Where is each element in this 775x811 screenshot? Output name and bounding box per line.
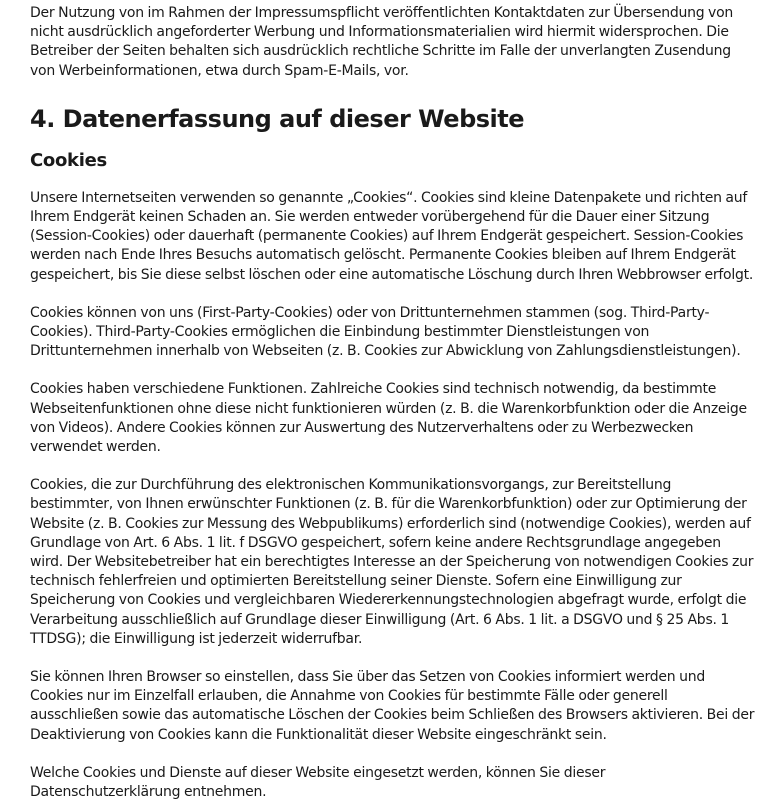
spacer bbox=[30, 457, 755, 476]
cookies-paragraph-legal-basis: Cookies, die zur Durchführung des elektronischen Kommunikationsvorgangs, zur Bereitstellung bestimmter, von Ihnen erwünschter Funktionen (z. B. für die Warenkorbfunktion) oder zur Optimierung der Website (z. B. Cookies zur Messung des Webpublikums) erforderlich sind (notwendige Cookies), werden auf Grundlage von Art. 6 Abs. 1 lit. f DSGVO gespeichert, sofern keine andere Rechtsgrundlage angegeben wird. Der Websitebetreiber hat ein berechtigtes Interesse an der Speicherung von notwendigen Cookies zur technisch fehlerfreien und optimierten Bereitstellung seiner Dienste. Sofern eine Einwilligung zur Speicherung von Cookies und vergleichbaren Wiedererkennungstechnologien abgefragt wurde, erfolgt die Verarbeitung ausschließlich auf Grundlage dieser Einwilligung (Art. 6 Abs. 1 lit. a DSGVO und § 25 Abs. 1 TTDSG); die Einwilligung ist jederzeit widerrufbar. bbox=[30, 477, 754, 647]
spacer bbox=[30, 173, 755, 189]
spacer bbox=[30, 81, 755, 103]
cookies-paragraph-definition: Unsere Internetseiten verwenden so genannte „Cookies“. Cookies sind kleine Datenpakete und richten auf Ihrem Endgerät keinen Schaden an. Sie werden entweder vorübergehend für die Dauer einer Sitzung (Session-Cookies) oder dauerhaft (permanente Cookies) auf Ihrem Endgerät gespeichert. Session-Cookies werden nach Ende Ihres Besuchs automatisch gelöscht. Permanente Cookies bleiben auf Ihrem Endgerät gespeichert, bis Sie diese selbst löschen oder eine automatische Löschung durch Ihren Webbrowser erfolgt. bbox=[30, 189, 754, 283]
intro-paragraph: Der Nutzung von im Rahmen der Impressumspflicht veröffentlichten Kontaktdaten zur Übersendung von nicht ausdrücklich angeforderter Werbung und Informationsmaterialien wird hiermit widersprochen. Die Betreiber der Seiten behalten sich ausdrücklich rechtliche Schritte im Falle der unverlangten Zusendung von Werbeinformationen, etwa durch Spam-E-Mails, vor. bbox=[30, 5, 734, 79]
cookies-paragraph-functions: Cookies haben verschiedene Funktionen. Zahlreiche Cookies sind technisch notwendig, da bestimmte Webseitenfunktionen ohne diese nicht funktionieren würden (z. B. die Warenkorbfunktion oder die Anzeige von Videos). Andere Cookies können zur Auswertung des Nutzerverhaltens oder zu Werbezwecken verwendet werden. bbox=[30, 381, 747, 456]
cookies-paragraph-reference: Welche Cookies und Dienste auf dieser Website eingesetzt werden, können Sie dieser Datenschutzerklärung entnehmen. bbox=[30, 764, 606, 801]
cookies-paragraph-browser-settings: Sie können Ihren Browser so einstellen, dass Sie über das Setzen von Cookies informiert werden und Cookies nur im Einzelfall erlauben, die Annahme von Cookies für bestimmte Fälle oder generell ausschließen sowie das automatische Löschen der Cookies beim Schließen des Browsers aktivieren. Bei der Deaktivierung von Cookies kann die Funktionalität dieser Website eingeschränkt sein. bbox=[30, 669, 755, 743]
subsection-heading: Cookies bbox=[30, 149, 107, 171]
cookies-paragraph-origin: Cookies können von uns (First-Party-Cookies) oder von Drittunternehmen stammen (sog. Third-Party-Cookies). Third-Party-Cookies ermöglichen die Einbindung bestimmter Dienstleistungen von Drittunternehmen innerhalb von Webseiten (z. B. Cookies zur Abwicklung von Zahlungsdienstleistungen). bbox=[30, 304, 741, 360]
spacer bbox=[30, 745, 755, 764]
spacer bbox=[30, 649, 755, 668]
spacer bbox=[30, 285, 755, 304]
privacy-policy-content bbox=[30, 4, 755, 802]
spacer bbox=[30, 361, 755, 380]
spacer bbox=[30, 135, 755, 149]
section-heading: 4. Datenerfassung auf dieser Website bbox=[30, 104, 525, 133]
